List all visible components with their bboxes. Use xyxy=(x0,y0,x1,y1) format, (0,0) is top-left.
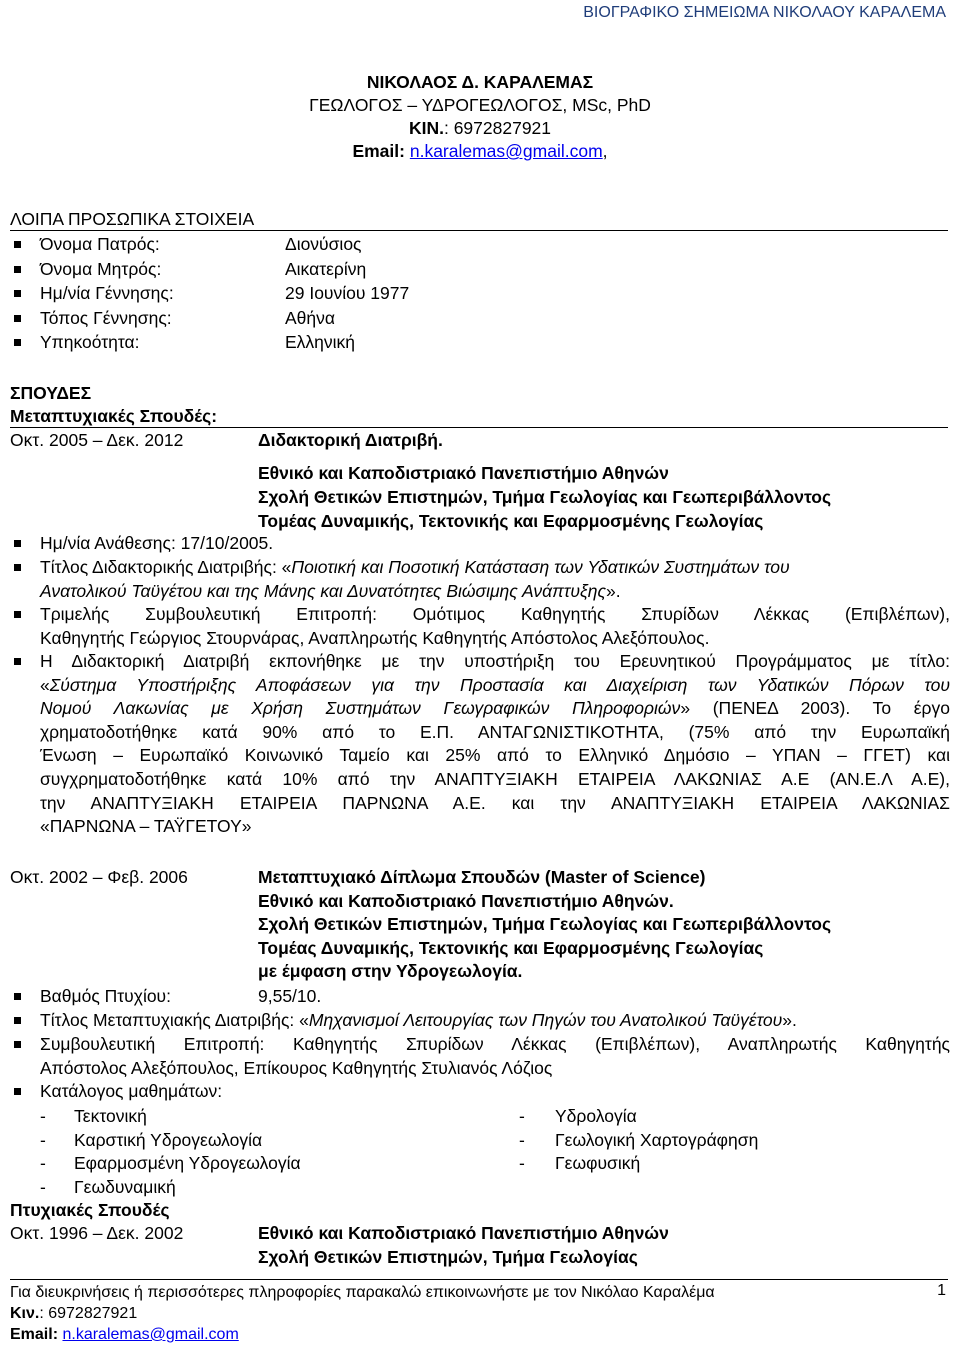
section-personal: ΛΟΙΠΑ ΠΡΟΣΩΠΙΚΑ ΣΤΟΙΧΕΙΑ xyxy=(10,209,948,231)
footer-email-link[interactable]: n.karalemas@gmail.com xyxy=(62,1326,239,1343)
course-dash: - xyxy=(40,1153,46,1173)
course-dash: - xyxy=(40,1129,46,1150)
personal-label: Υπηκοότητα: xyxy=(40,332,140,352)
personal-value: Αθήνα xyxy=(285,307,336,328)
running-header: ΒΙΟΓΡΑΦΙΚΟ ΣΗΜΕΙΩΜΑ ΝΙΚΟΛΑΟΥ ΚΑΡΑΛΕΜΑ xyxy=(583,4,946,21)
email-link[interactable]: n.karalemas@gmail.com xyxy=(409,141,603,161)
phd-thesis-label: Τίτλος Διδακτορικής Διατριβής: « xyxy=(40,557,292,577)
msc-thesis-title: Μηχανισμοί Λειτουργίας των Πηγών του Ανατολικού Ταϋγέτου xyxy=(308,1010,783,1030)
phd-school: Σχολή Θετικών Επιστημών, Τμήμα Γεωλογίας και Γεωπεριβάλλοντος xyxy=(258,487,832,507)
bullet xyxy=(14,540,21,547)
phd-thesis-end: ». xyxy=(606,581,621,601)
bullet xyxy=(14,315,21,322)
footer-note: Για διευκρινήσεις ή περισσότερες πληροφορίες παρακαλώ επικοινωνήστε με τον Νικόλαο Καραλέμα xyxy=(10,1284,715,1301)
phd-period: Οκτ. 2005 – Δεκ. 2012 xyxy=(10,430,184,450)
personal-value: Διονύσιος xyxy=(285,234,362,254)
phd-thesis-line2 xyxy=(40,580,621,603)
funding-line-3 xyxy=(40,697,950,721)
course-item: Εφαρμοσμένη Υδρογεωλογία xyxy=(74,1153,301,1173)
msc-committee-1: Συμβουλευτική Επιτροπή: Καθηγητής Σπυρίδων Λέκκας (Επιβλέπων), Αναπληρωτής Καθηγητής xyxy=(40,1034,950,1054)
personal-value: 29 Ιουνίου 1977 xyxy=(285,283,410,303)
course-item: Τεκτονική xyxy=(74,1106,147,1126)
footer-phone xyxy=(10,1303,137,1324)
personal-label: Όνομα Πατρός: xyxy=(40,234,160,254)
funding-line-8: «ΠΑΡΝΩΝΑ – ΤΑΫΓΕΤΟΥ» xyxy=(40,816,252,837)
personal-value: Ελληνική xyxy=(285,332,356,352)
postgrad-heading: Μεταπτυχιακές Σπουδές: xyxy=(10,406,948,428)
cv-name: ΝΙΚΟΛΑΟΣ Δ. ΚΑΡΑΛΕΜΑΣ xyxy=(366,72,594,92)
funding-line-4: χρηματοδοτήθηκε κατά 90% από το Ε.Π. ΑΝΤΑΓΩΝΙΣΤΙΚΟΤΗΤΑ, (75% από την Ευρωπαϊκή xyxy=(40,721,950,742)
funding-quote-open: « xyxy=(40,674,50,695)
funding-line-2 xyxy=(40,674,950,698)
phd-sector: Τομέας Δυναμικής, Τεκτονικής και Εφαρμοσμένης Γεωλογίας xyxy=(258,511,764,531)
footer-email xyxy=(10,1324,239,1345)
personal-value: Αικατερίνη xyxy=(285,258,367,279)
phd-thesis-line1 xyxy=(40,556,790,579)
undergrad-period: Οκτ. 1996 – Δεκ. 2002 xyxy=(10,1223,184,1243)
course-dash: - xyxy=(519,1106,525,1126)
cv-email xyxy=(0,140,960,163)
msc-school: Σχολή Θετικών Επιστημών, Τμήμα Γεωλογίας και Γεωπεριβάλλοντος xyxy=(258,914,832,934)
course-item: Γεωλογική Χαρτογράφηση xyxy=(555,1129,759,1150)
email-suffix: , xyxy=(602,141,608,161)
course-item: Γεωδυναμική xyxy=(74,1176,176,1197)
bullet xyxy=(14,241,21,248)
phd-degree: Διδακτορική Διατριβή. xyxy=(258,430,443,450)
page-number: 1 xyxy=(937,1282,946,1299)
footer-email-label: Email: xyxy=(10,1326,59,1343)
personal-label: Όνομα Μητρός: xyxy=(40,258,162,279)
msc-thesis xyxy=(40,1009,797,1032)
phone-number: : 6972827921 xyxy=(443,118,552,138)
phone-label: ΚΙΝ. xyxy=(408,118,444,138)
cv-phone xyxy=(0,117,960,140)
phd-thesis-title-1: Ποιοτική και Ποσοτική Κατάσταση των Υδατικών Συστημάτων του xyxy=(291,557,790,577)
msc-period: Οκτ. 2002 – Φεβ. 2006 xyxy=(10,867,188,887)
phd-committee xyxy=(40,603,950,650)
phd-committee-1: Τριμελής Συμβουλευτική Επιτροπή: Ομότιμος Καθηγητής Σπυρίδων Λέκκας (Επιβλέπων), xyxy=(40,604,950,624)
personal-label: Τόπος Γέννησης: xyxy=(40,307,172,328)
msc-thesis-label: Τίτλος Μεταπτυχιακής Διατριβής: « xyxy=(40,1010,309,1030)
funding-line-5: Ένωση – Ευρωπαϊκό Κοινωνικό Ταμείο και 25% από το Ελληνικό Δημόσιο – ΥΠΑΝ – ΓΓΕΤ) και xyxy=(40,745,950,766)
msc-emphasis: με έμφαση στην Υδρογεωλογία. xyxy=(258,961,523,981)
bullet xyxy=(14,266,21,273)
course-item: Γεωφυσική xyxy=(555,1153,641,1173)
personal-label: Ημ/νία Γέννησης: xyxy=(40,283,174,303)
funding-line-6: συγχρηματοδοτήθηκε κατά 10% από την ΑΝΑΠΤΥΞΙΑΚΗ ΕΤΑΙΡΕΙΑ ΛΑΚΩΝΙΑΣ Α.Ε (ΑΝ.Ε.Λ Α.Ε), xyxy=(40,768,950,789)
phd-funding xyxy=(40,650,950,839)
phd-thesis-title-2: Ανατολικού Ταϋγέτου και της Μάνης και Δυνατότητες Βιώσιμης Ανάπτυξης xyxy=(40,581,607,601)
msc-committee xyxy=(40,1033,950,1080)
bullet xyxy=(14,993,21,1000)
msc-institution: Εθνικό και Καποδιστριακό Πανεπιστήμιο Αθηνών. xyxy=(258,891,674,911)
course-dash: - xyxy=(40,1176,46,1197)
bullet xyxy=(14,564,21,571)
email-label: Email: xyxy=(352,141,405,161)
undergrad-institution: Εθνικό και Καποδιστριακό Πανεπιστήμιο Αθηνών xyxy=(258,1223,669,1243)
course-dash: - xyxy=(519,1153,525,1173)
bullet xyxy=(14,290,21,297)
funding-line-7: την ΑΝΑΠΤΥΞΙΑΚΗ ΕΤΑΙΡΕΙΑ ΠΑΡΝΩΝΑ Α.Ε. και την ΑΝΑΠΤΥΞΙΑΚΗ ΕΤΑΙΡΕΙΑ ΛΑΚΩΝΙΑΣ xyxy=(40,792,950,813)
msc-degree: Μεταπτυχιακό Δίπλωμα Σπουδών (Master of Science) xyxy=(258,867,706,887)
msc-courses-label: Κατάλογος μαθημάτων: xyxy=(40,1081,223,1101)
funding-program-code: » (ΠΕΝΕΔ 2003). Το έργο xyxy=(680,698,950,719)
bullet xyxy=(14,1017,21,1024)
funding-line-1: Η Διδακτορική Διατριβή εκπονήθηκε με την υποστήριξη του Ερευνητικού Προγράμματος με τίτλο: xyxy=(40,651,950,671)
msc-thesis-end: ». xyxy=(782,1010,797,1030)
footer-phone-number: : 6972827921 xyxy=(39,1305,138,1322)
cv-profession: ΓΕΩΛΟΓΟΣ – ΥΔΡΟΓΕΩΛΟΓΟΣ, MSc, PhD xyxy=(309,95,651,115)
msc-grade-label: Βαθμός Πτυχίου: xyxy=(40,986,171,1006)
course-item: Καρστική Υδρογεωλογία xyxy=(74,1129,263,1150)
phd-committee-2: Καθηγητής Γεώργιος Στουρνάρας, Αναπληρωτής Καθηγητής Απόστολος Αλεξόπουλος. xyxy=(40,627,710,648)
msc-sector: Τομέας Δυναμικής, Τεκτονικής και Εφαρμοσμένης Γεωλογίας xyxy=(258,938,764,958)
bullet xyxy=(14,1088,21,1095)
course-dash: - xyxy=(519,1129,525,1150)
funding-program-title-2: Νομού Λακωνίας με Χρήση Συστημάτων Γεωγραφικών Πληροφοριών xyxy=(40,698,681,719)
msc-grade: 9,55/10. xyxy=(258,986,322,1006)
course-item: Υδρολογία xyxy=(555,1106,637,1126)
footer-phone-label: Κιν. xyxy=(10,1305,40,1322)
funding-program-title-1: Σύστημα Υποστήριξης Αποφάσεων για την Προστασία και Διαχείριση των Υδατικών Πόρων του xyxy=(49,674,950,695)
section-studies: ΣΠΟΥΔΕΣ xyxy=(10,383,92,403)
phd-assign-date: Ημ/νία Ανάθεσης: 17/10/2005. xyxy=(40,533,274,553)
bullet xyxy=(14,1041,21,1048)
course-dash: - xyxy=(40,1106,46,1126)
phd-institution: Εθνικό και Καποδιστριακό Πανεπιστήμιο Αθηνών xyxy=(258,463,669,483)
undergrad-school: Σχολή Θετικών Επιστημών, Τμήμα Γεωλογίας xyxy=(258,1247,638,1267)
bullet xyxy=(14,339,21,346)
footer-rule xyxy=(10,1279,948,1280)
undergrad-heading: Πτυχιακές Σπουδές xyxy=(10,1200,170,1220)
msc-committee-2: Απόστολος Αλεξόπουλος, Επίκουρος Καθηγητής Στυλιανός Λόζιος xyxy=(40,1057,553,1078)
bullet xyxy=(14,658,21,665)
bullet xyxy=(14,611,21,618)
